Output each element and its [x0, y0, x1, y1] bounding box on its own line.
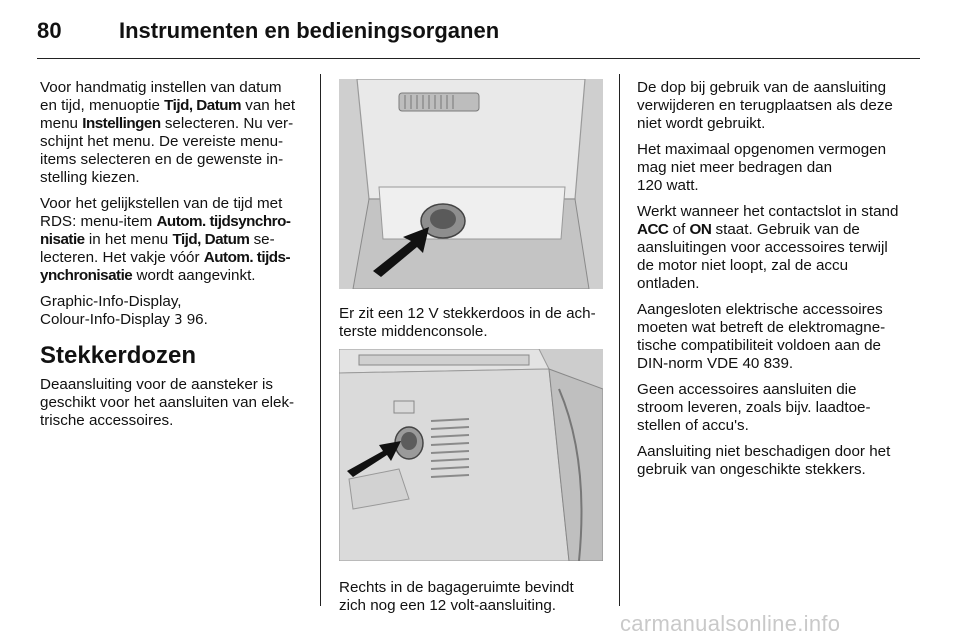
paragraph-max-power: Het maximaal opgenomen vermogen mag niet meer bedragen dan 120 watt. — [637, 141, 887, 194]
paragraph-ignition: Werkt wanneer het contactslot in stand ACC of ON staat. Gebruik van de aansluitingen voor accessoires terwijl de motor niet loopt, zal de accu ontladen. — [637, 203, 899, 292]
figure-rear-console-socket — [339, 79, 603, 289]
page-header — [37, 14, 917, 54]
paragraph-socket-intro: Deaansluiting voor de aansteker is geschikt voor het aansluiten van elek-trische accessoires. — [40, 376, 295, 429]
column-left — [40, 79, 302, 438]
column-middle — [339, 79, 603, 623]
figure-luggage-socket — [339, 349, 603, 561]
watermark: carmanualsonline.info — [620, 611, 841, 636]
column-divider-2 — [619, 74, 620, 606]
caption-luggage-socket: Rechts in de bagageruimte bevindt zich nog een 12 volt-aansluiting. — [339, 579, 574, 614]
paragraph-emc: Aangesloten elektrische accessoires moeten wat betreft de elektromagne-tische compatibiliteit voldoen aan de DIN-norm VDE 40 839. — [637, 301, 886, 372]
page-number: 80 — [37, 18, 62, 43]
column-right — [637, 79, 901, 487]
paragraph-rds-sync: Voor het gelijkstellen van de tijd met RDS: menu-item Autom. tijdsynchro-nisatie in het menu Tijd, Datum se-lecteren. Het vakje vóór Autom. tijds-ynchronisatie wordt aangevinkt. — [40, 195, 291, 284]
paragraph-no-damage: Aansluiting niet beschadigen door het gebruik van ongeschikte stekkers. — [637, 443, 891, 478]
caption-rear-console: Er zit een 12 V stekkerdoos in de ach-terste middenconsole. — [339, 305, 596, 340]
page-title: Instrumenten en bedieningsorganen — [119, 18, 500, 43]
column-divider-1 — [320, 74, 321, 606]
paragraph-display-reference: Graphic-Info-Display, Colour-Info-Display 3 96. — [40, 293, 208, 328]
section-heading: Stekkerdozen — [40, 342, 197, 369]
paragraph-manual-time: Voor handmatig instellen van datum en tijd, menuoptie Tijd, Datum van het menu Instellingen selecteren. Nu ver-schijnt het menu. De vereiste menu-items selecteren en de gewenste in-stelling kiezen. — [40, 79, 296, 186]
header-rule — [37, 58, 920, 59]
page-reference-arrow-icon: 3 — [174, 313, 183, 328]
paragraph-no-chargers: Geen accessoires aansluiten die stroom leveren, zoals bijv. laadtoe-stellen of accu's. — [637, 381, 871, 434]
paragraph-cap: De dop bij gebruik van de aansluiting verwijderen en terugplaatsen als deze niet wordt gebruikt. — [637, 79, 893, 132]
